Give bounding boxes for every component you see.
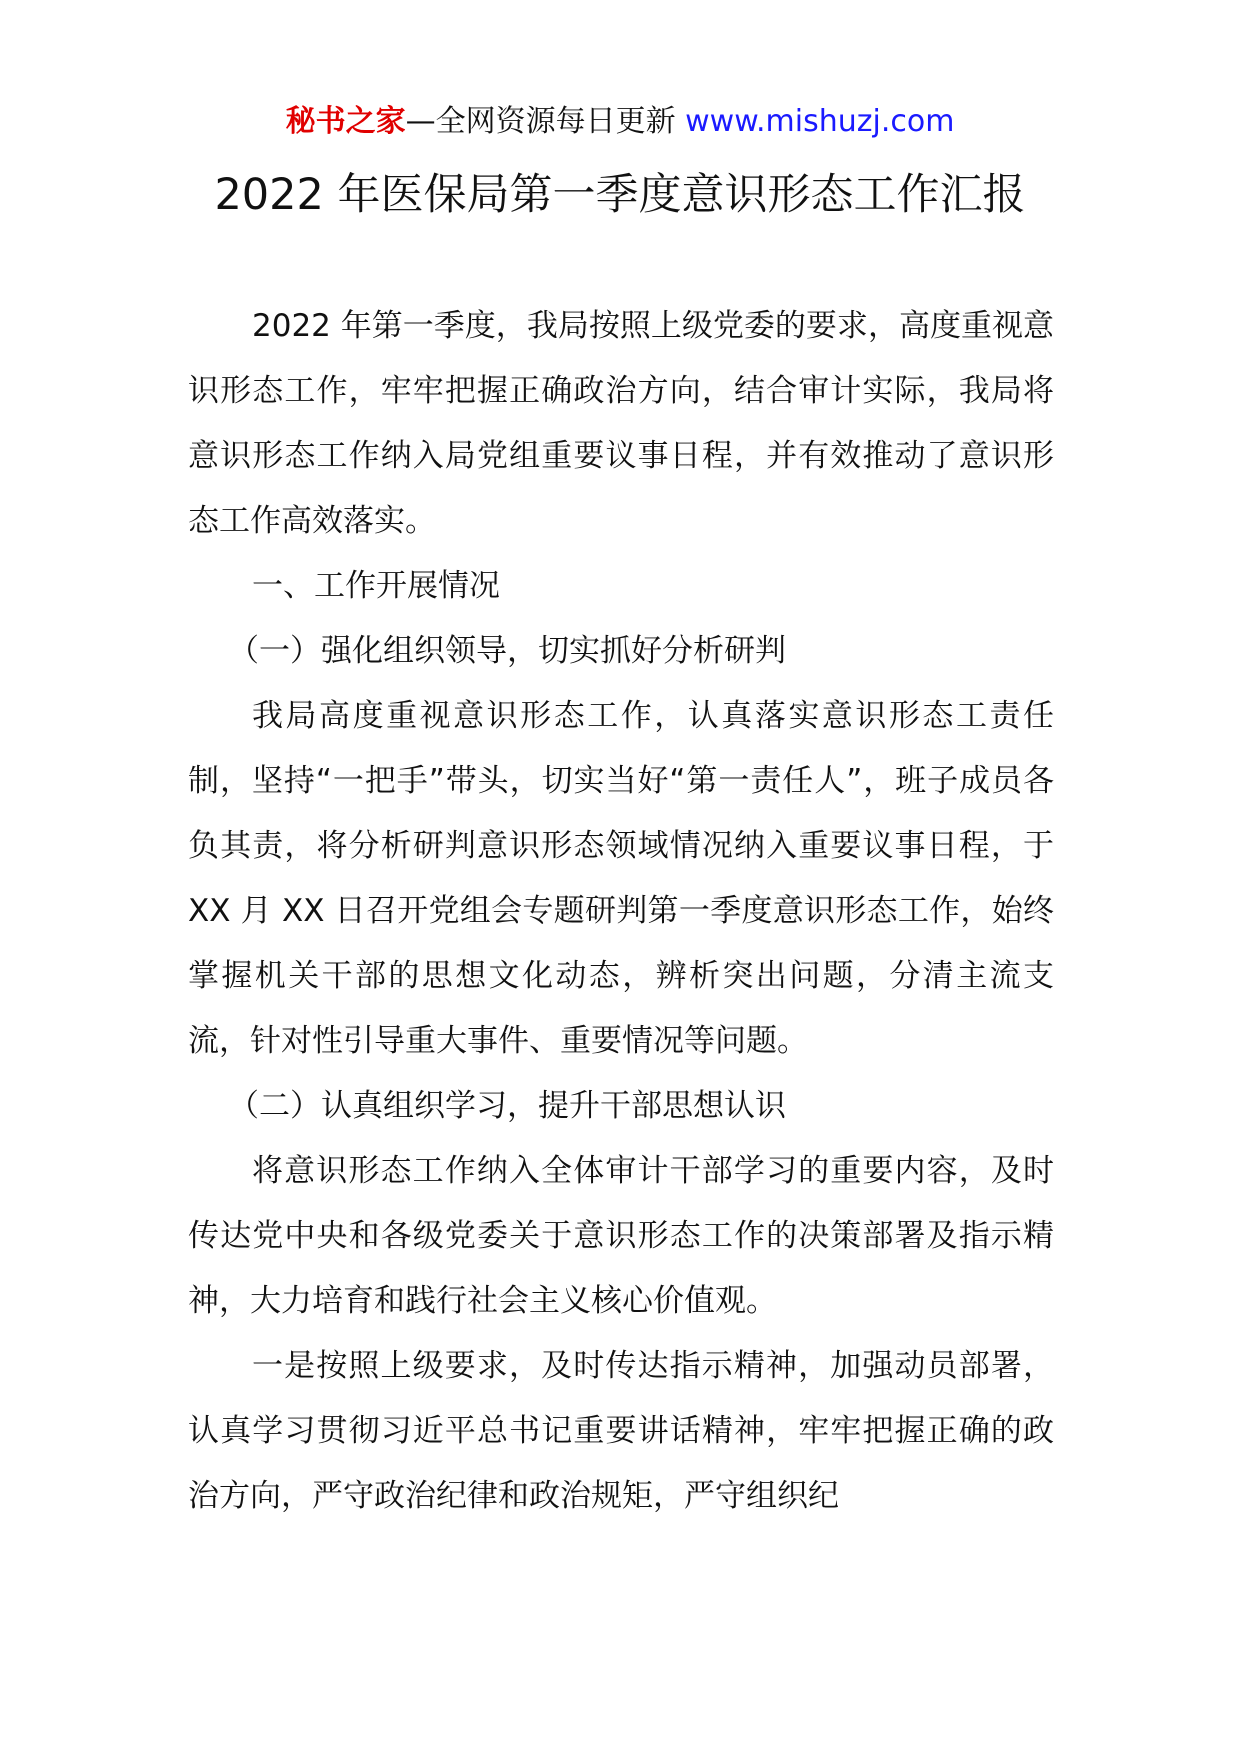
paragraph-study: 将意识形态工作纳入全体审计干部学习的重要内容，及时传达党中央和各级党委关于意识形态工作的决策部署及指示精神，大力培育和践行社会主义核心价值观。 bbox=[188, 1153, 1054, 1319]
header-tagline: —全网资源每日更新 bbox=[405, 104, 676, 139]
document-title: 2022 年医保局第一季度意识形态工作汇报 bbox=[214, 170, 1026, 220]
subsection-heading-2: （二）认真组织学习，提升干部思想认识 bbox=[228, 1088, 786, 1124]
site-url: www.mishuzj.com bbox=[685, 104, 955, 139]
brand-name: 秘书之家 bbox=[285, 104, 406, 139]
paragraph-item-one: 一是按照上级要求，及时传达指示精神，加强动员部署，认真学习贯彻习近平总书记重要讲话精神，牢牢把握正确的政治方向，严守政治纪律和政治规矩，严守组织纪 bbox=[188, 1348, 1054, 1514]
paragraph-leadership: 我局高度重视意识形态工作，认真落实意识形态工责任制，坚持“一把手”带头，切实当好“第一责任人”，班子成员各负其责，将分析研判意识形态领域情况纳入重要议事日程，于 XX 月 XX 日召开党组会专题研判第一季度意识形态工作，始终掌握机关干部的思想文化动态，辨析突出问题，分清主流支流，针对性引导重大事件、重要情况等问题。 bbox=[188, 698, 1054, 1059]
site-header bbox=[0, 100, 1240, 144]
document-body bbox=[188, 294, 1054, 1529]
subsection-heading-1: （一）强化组织领导，切实抓好分析研判 bbox=[228, 633, 786, 669]
paragraph-intro: 2022 年第一季度，我局按照上级党委的要求，高度重视意识形态工作，牢牢把握正确政治方向，结合审计实际，我局将意识形态工作纳入局党组重要议事日程，并有效推动了意识形态工作高效落实。 bbox=[188, 308, 1054, 539]
section-heading: 一、工作开展情况 bbox=[252, 568, 500, 604]
